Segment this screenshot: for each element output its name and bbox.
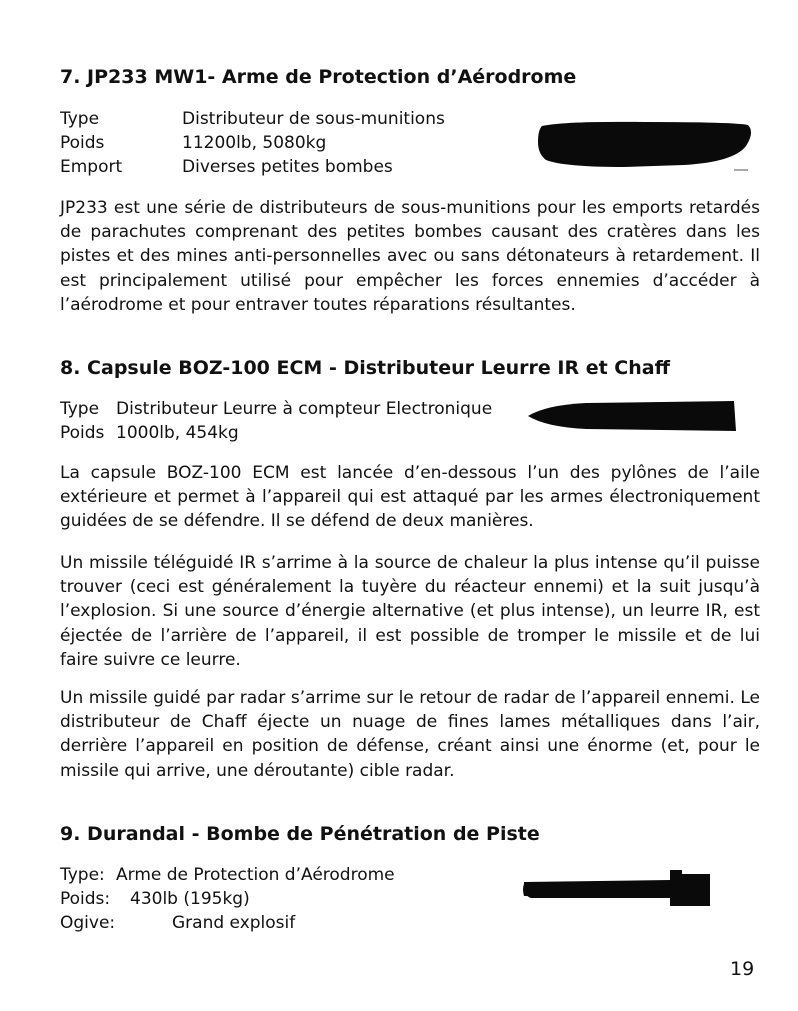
spec-label: Type [60,109,100,129]
spec-row [60,863,395,887]
spec-value: Arme de Protection d’Aérodrome [116,865,395,885]
section-heading-durandal: 9. Durandal - Bombe de Pénétration de Piste [60,823,540,845]
paragraph: Un missile téléguidé IR s’arrime à la source de chaleur la plus intense qu’il puisse trouver (ceci est généralement la tuyère du réacteur ennemi) et la suit jusqu’à l’explosion. Si une source d’énergie alternative (et plus intense), un leurre IR, est éjectée de l’arrière de l’appareil, il est possible de tromper le missile et de lui faire suivre ce leurre. [60,553,760,670]
paragraph: Un missile guidé par radar s’arrime sur le retour de radar de l’appareil ennemi. Le distributeur de Chaff éjecte un nuage de fines lames métalliques dans l’air, derrière l’appareil en position de défense, créant ainsi une énorme (et, pour le missile qui arrive, une déroutante) cible radar. [60,688,760,781]
spec-label: Type: [60,865,105,885]
spec-value: Distributeur de sous-munitions [182,109,445,129]
spec-row [60,397,492,421]
section-heading-jp233: 7. JP233 MW1- Arme de Protection d’Aérodrome [60,66,577,88]
spec-row [60,155,445,179]
spec-value: 430lb (195kg) [130,889,250,909]
spec-label: Emport [60,157,123,177]
spec-row [60,107,445,131]
durandal-bomb-silhouette [520,868,714,912]
spec-row [60,911,395,935]
paragraph: La capsule BOZ-100 ECM est lancée d’en-dessous l’un des pylônes de l’aile extérieure et permet à l’appareil qui est attaqué par les armes électroniquement guidées de se défendre. Il se défend de deux manières. [60,463,760,532]
spec-row [60,131,445,155]
spec-list-jp233 [60,107,445,179]
spec-value: 11200lb, 5080kg [182,133,327,153]
spec-label: Poids [60,423,105,443]
spec-label: Poids: [60,889,111,909]
spec-label: Poids [60,133,105,153]
spec-label: Ogive: [60,913,116,933]
spec-value: Distributeur Leurre à compteur Electronique [116,399,493,419]
spec-row [60,421,492,445]
section-heading-boz100: 8. Capsule BOZ-100 ECM - Distributeur Leurre IR et Chaff [60,357,670,379]
page-number: 19 [730,958,755,980]
spec-value: 1000lb, 454kg [116,423,239,443]
spec-label: Type [60,399,100,419]
spec-list-boz100 [60,397,492,445]
spec-list-durandal [60,863,395,935]
jp233-dispenser-silhouette [534,118,756,174]
boz100-pod-silhouette [526,397,740,435]
spec-row [60,887,395,911]
paragraph: JP233 est une série de distributeurs de sous-munitions pour les emports retardés de parachutes comprenant des petites bombes causant des cratères dans les pistes et des mines anti-personnelles avec ou sans détonateurs à retardement. Il est principalement utilisé pour empêcher les forces ennemies d’accéder à l’aérodrome et pour entraver toutes réparations résultantes. [60,198,760,315]
spec-value: Grand explosif [172,913,296,933]
spec-value: Diverses petites bombes [182,157,393,177]
